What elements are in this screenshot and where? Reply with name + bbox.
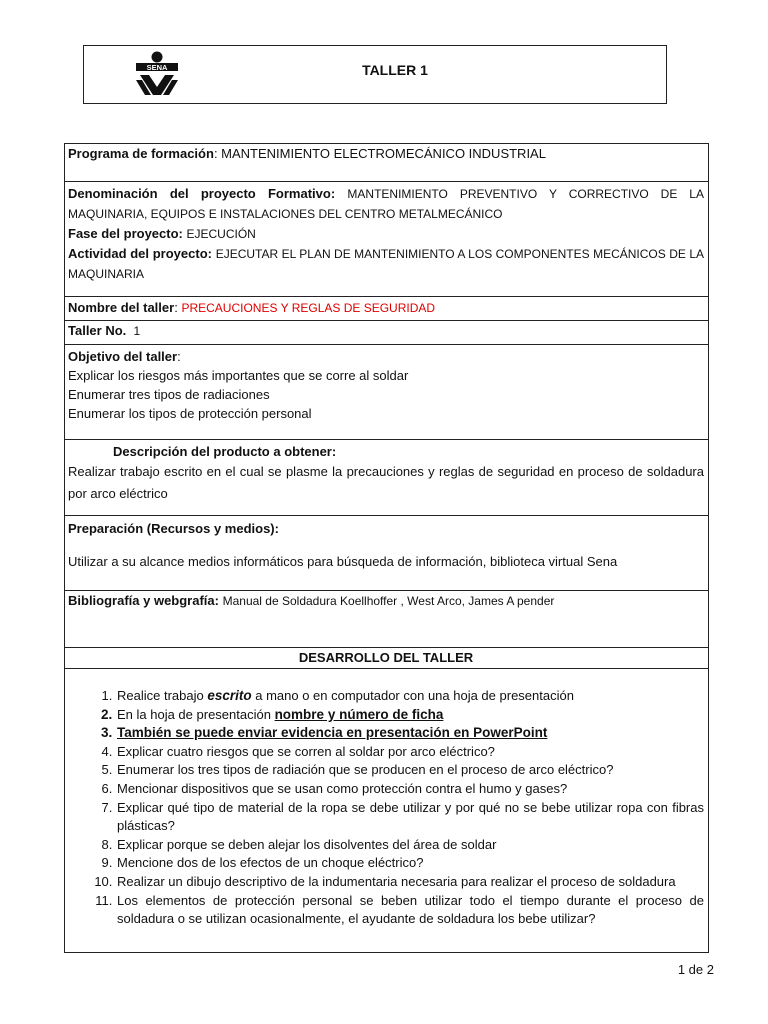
- descripcion-row: [65, 440, 708, 516]
- workshop-table: [64, 143, 709, 953]
- actividad-label: Actividad del proyecto:: [68, 246, 212, 261]
- bibliografia-value: Manual de Soldadura Koellhoffer , West Arco, James A pender: [222, 594, 555, 608]
- objetivo-row: Objetivo del taller: Explicar los riesgos más importantes que se corre al soldar Enumerar tres tipos de radiaciones Enumerar los tipos de protección personal: [65, 345, 708, 440]
- fase-label: Fase del proyecto:: [68, 226, 183, 241]
- item-text: a mano o en computador con una hoja de presentación: [251, 688, 574, 703]
- list-item: 4. Explicar cuatro riesgos que se corren al soldar por arco eléctrico?: [116, 743, 704, 762]
- nombre-taller-row: Nombre del taller: PRECAUCIONES Y REGLAS DE SEGURIDAD: [65, 297, 708, 321]
- item-underlined: También se puede enviar evidencia en presentación en PowerPoint: [117, 725, 548, 741]
- programa-row: Programa de formación: MANTENIMIENTO ELECTROMECÁNICO INDUSTRIAL: [65, 144, 708, 182]
- page-number: 1 de 2: [677, 962, 714, 977]
- nombre-taller-label: Nombre del taller: [68, 300, 175, 315]
- item-text: En la hoja de presentación: [117, 706, 275, 722]
- list-item: 5. Enumerar los tres tipos de radiación que se producen en el proceso de arco eléctrico?: [116, 761, 704, 780]
- proyecto-row: [65, 182, 708, 297]
- bibliografia-label: Bibliografía y webgrafía:: [68, 593, 219, 608]
- objetivo-label: Objetivo del taller: [68, 349, 178, 364]
- item-underlined: nombre y número de ficha: [274, 706, 444, 722]
- taller-no-value: 1: [133, 324, 141, 338]
- svg-text:SENA: SENA: [146, 63, 168, 72]
- fase-value: EJECUCIÓN: [186, 227, 256, 241]
- denominacion-label: Denominación del proyecto Formativo:: [68, 186, 336, 201]
- nombre-taller-value: PRECAUCIONES Y REGLAS DE SEGURIDAD: [181, 301, 436, 315]
- item-text: Realice trabajo: [117, 688, 208, 703]
- page-title: TALLER 1: [362, 62, 428, 78]
- list-item: 8. Explicar porque se deben alejar los disolventes del área de soldar: [116, 836, 704, 855]
- list-item: 9. Mencione dos de los efectos de un choque eléctrico?: [116, 854, 704, 873]
- taller-no-label: Taller No.: [68, 323, 127, 338]
- preparacion-row: [65, 516, 708, 591]
- objetivo-item: Enumerar los tipos de protección personal: [68, 406, 312, 421]
- list-item: 7. Explicar qué tipo de material de la ropa se debe utilizar y por qué no se bebe utilizar ropa con fibras plásticas?: [116, 799, 704, 836]
- taller-no-row: [65, 321, 708, 345]
- list-item: [116, 724, 704, 743]
- objetivo-item: Explicar los riesgos más importantes que se corre al soldar: [68, 368, 409, 383]
- list-item: 10. Realizar un dibujo descriptivo de la indumentaria necesaria para realizar el proceso de soldadura: [116, 873, 704, 892]
- desarrollo-title: DESARROLLO DEL TALLER: [65, 648, 708, 669]
- programa-label: Programa de formación: [68, 146, 214, 161]
- list-item: [116, 706, 704, 725]
- header-box: [83, 45, 667, 104]
- item-emphasis: escrito: [207, 688, 252, 703]
- denominacion-value: MANTENIMIENTO PREVENTIVO Y CORRECTIVO DE LA MAQUINARIA, EQUIPOS E INSTALACIONES DEL CENTRO METALMECÁNICO: [68, 187, 704, 221]
- preparacion-text: Utilizar a su alcance medios informáticos para búsqueda de información, biblioteca virtual Sena: [68, 554, 618, 569]
- descripcion-text: Realizar trabajo escrito en el cual se plasme la precauciones y reglas de seguridad en proceso de soldadura por arco eléctrico: [68, 464, 704, 501]
- preparacion-label: Preparación (Recursos y medios):: [68, 521, 279, 536]
- desarrollo-row: [65, 669, 708, 952]
- programa-value: MANTENIMIENTO ELECTROMECÁNICO INDUSTRIAL: [221, 146, 546, 161]
- actividad-value: EJECUTAR EL PLAN DE MANTENIMIENTO A LOS COMPONENTES MECÁNICOS DE LA MAQUINARIA: [68, 247, 704, 281]
- objetivo-item: Enumerar tres tipos de radiaciones: [68, 387, 270, 402]
- descripcion-label: Descripción del producto a obtener:: [113, 444, 337, 459]
- list-item: 11. Los elementos de protección personal se beben utilizar todo el tiempo durante el proceso de soldadura o se utilizan ocasionalmente, el ayudante de soldadura los bebe utilizar?: [116, 892, 704, 929]
- list-item: 6. Mencionar dispositivos que se usan como protección contra el humo y gases?: [116, 780, 704, 799]
- desarrollo-list: [68, 687, 704, 929]
- list-item: [116, 687, 704, 706]
- bibliografia-row: [65, 591, 708, 648]
